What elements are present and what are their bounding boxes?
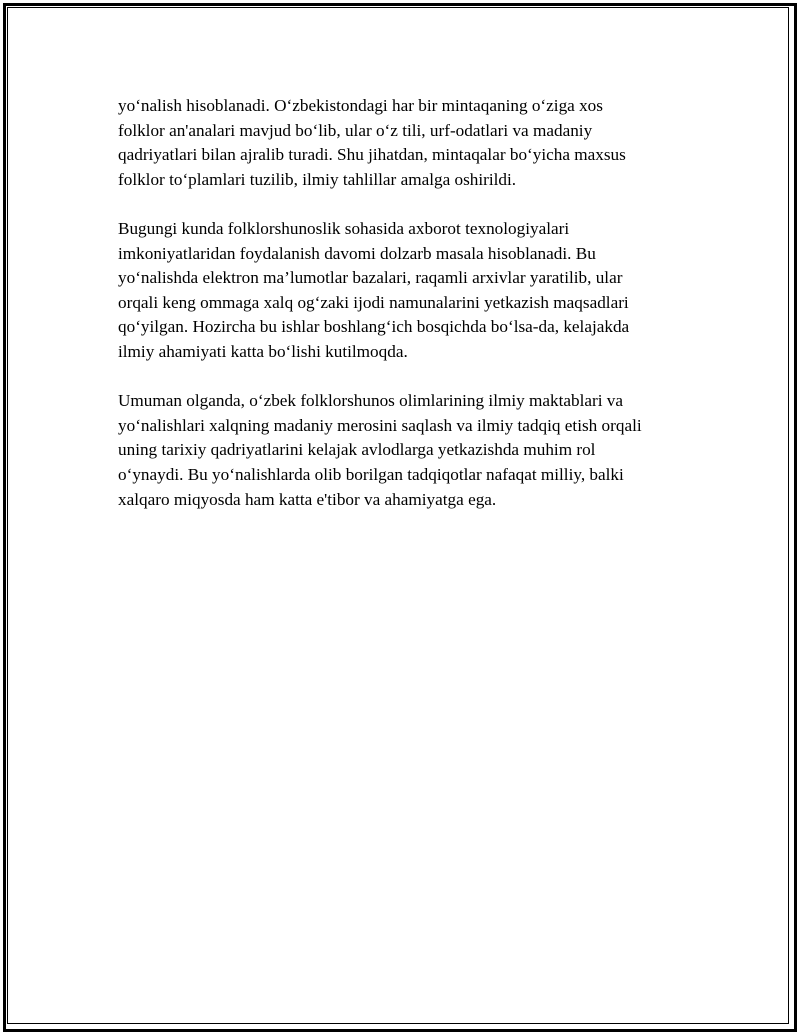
text-line: ilmiy ahamiyati katta bo‘lishi kutilmoqda. <box>118 341 408 361</box>
text-line: Bugungi kunda folklorshunoslik sohasida axborot texnologiyalari <box>118 218 570 238</box>
text-line: yo‘nalishda elektron ma’lumotlar bazalari, raqamli arxivlar yaratilib, ular <box>118 268 623 288</box>
paragraph-conclusion <box>118 389 690 512</box>
text-line: qadriyatlari bilan ajralib turadi. Shu jihatdan, mintaqalar bo‘yicha maxsus <box>118 145 626 165</box>
paragraph-regional-folklore <box>118 94 690 192</box>
text-line: imkoniyatlaridan foydalanish davomi dolzarb masala hisoblanadi. Bu <box>118 243 596 263</box>
text-line: folklor an'analari mavjud bo‘lib, ular o‘z tili, urf-odatlari va madaniy <box>118 120 593 140</box>
text-line: uning tarixiy qadriyatlarini kelajak avlodlarga yetkazishda muhim rol <box>118 440 596 460</box>
text-line: yo‘nalishlari xalqning madaniy merosini saqlash va ilmiy tadqiq etish orqali <box>118 415 642 435</box>
document-body <box>118 94 690 537</box>
text-line: qo‘yilgan. Hozircha bu ishlar boshlang‘ich bosqichda bo‘lsa-da, kelajakda <box>118 317 630 337</box>
text-line: orqali keng ommaga xalq og‘zaki ijodi namunalarini yetkazish maqsadlari <box>118 292 629 312</box>
text-line: Umuman olganda, o‘zbek folklorshunos olimlarining ilmiy maktablari va <box>118 391 624 411</box>
text-line: xalqaro miqyosda ham katta e'tibor va ahamiyatga ega. <box>118 489 497 509</box>
text-line: folklor to‘plamlari tuzilib, ilmiy tahlillar amalga oshirildi. <box>118 169 517 189</box>
paragraph-information-technologies <box>118 217 690 365</box>
text-line: o‘ynaydi. Bu yo‘nalishlarda olib borilgan tadqiqotlar nafaqat milliy, balki <box>118 464 624 484</box>
text-line: yo‘nalish hisoblanadi. O‘zbekistondagi har bir mintaqaning o‘ziga xos <box>118 96 603 115</box>
